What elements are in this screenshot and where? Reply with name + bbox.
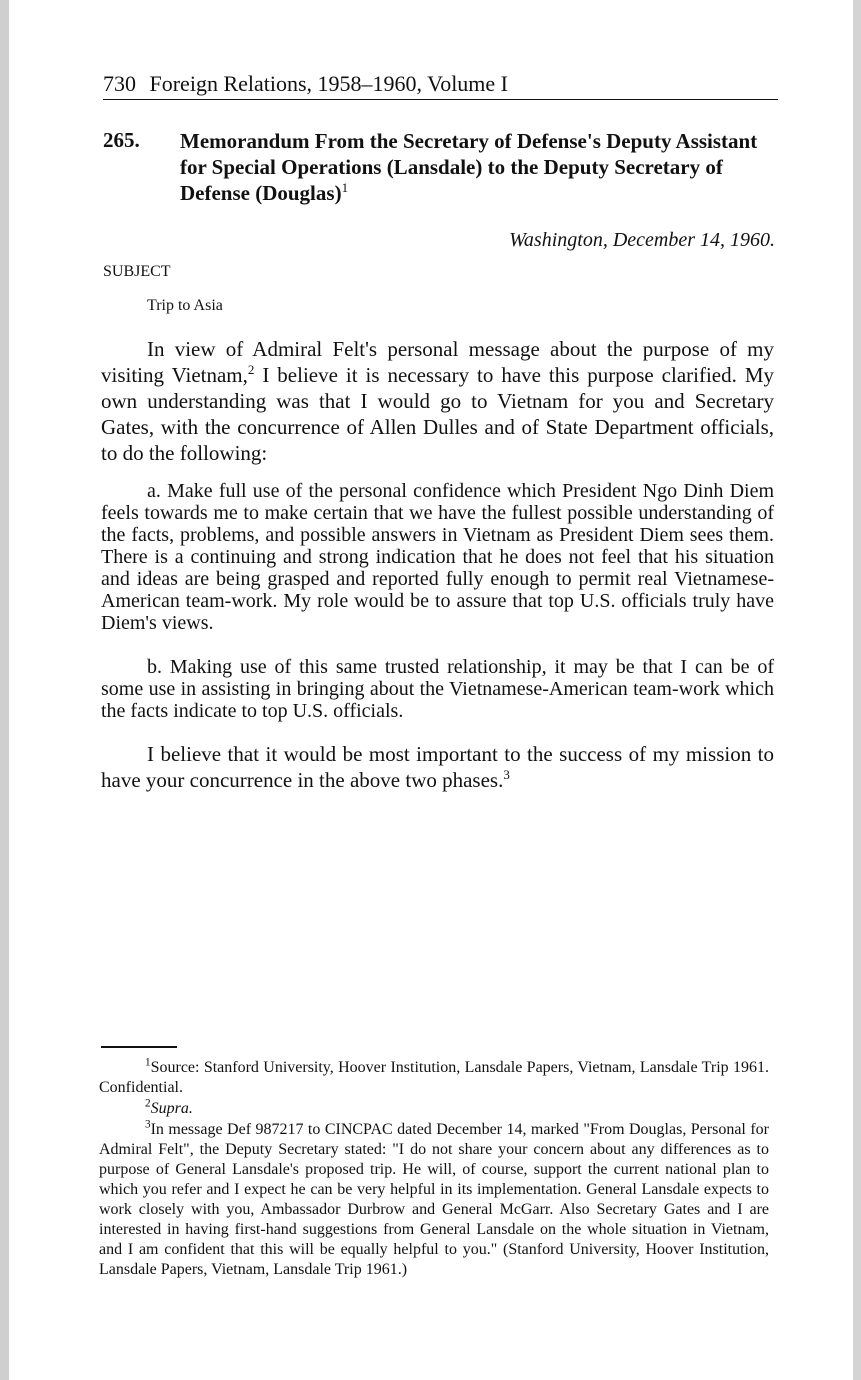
list-item-a: a. Make full use of the personal confidence which President Ngo Dinh Diem feels towards me to make certain that we have the fullest possible understanding of the facts, problems, and possible answers in Vietnam as President Diem sees them. There is a continuing and strong indication that he does not feel that his situation and ideas are being grasped and reported fully enough to permit real Vietnamese-American team-work. My role would be to assure that top U.S. officials truly have Diem's views. <box>101 480 774 634</box>
paragraph-1 <box>101 336 774 466</box>
paragraph-closing <box>101 741 774 793</box>
footnote-2-number: 2 <box>145 1097 151 1110</box>
document-number: 265. <box>103 128 140 152</box>
paragraph-1-part-2: I believe it is necessary to have this purpose clarified. My own understanding was that I would go to Vietnam for you and Secretary Gates, with the concurrence of Allen Dulles and of State Department officials, to do the following: <box>101 363 774 465</box>
title-footnote-ref: 1 <box>341 180 349 195</box>
paragraph-closing-text: I believe that it would be most important to the success of my mission to have your concurrence in the above two phases. <box>101 742 774 792</box>
paragraph-1-part-1: In view of Admiral Felt's personal message about the purpose of my visiting Vietnam, <box>101 337 774 387</box>
footnote-1 <box>99 1058 769 1098</box>
footnote-rule <box>101 1046 177 1048</box>
footnote-3-text: In message Def 987217 to CINCPAC dated December 14, marked "From Douglas, Personal for Admiral Felt", the Deputy Secretary stated: "I do not share your concern about any differences as to purpose of General Lansdale's proposed trip. He will, of course, support the current national plan to which you refer and I expect he can be very helpful in its implementation. General Lansdale expects to work closely with you, Ambassador Durbrow and General McGarr. Also Secretary Gates and I are interested in having first-hand suggestions from General Lansdale on the whole situation in Vietnam, and I am confident that this will be equally helpful to you." (Stanford University, Hoover Institution, Lansdale Papers, Vietnam, Lansdale Trip 1961.) <box>99 1121 769 1278</box>
document-title-text: Memorandum From the Secretary of Defense's Deputy Assistant for Special Operations (Lansdale) to the Deputy Secretary of Defense (Douglas) <box>180 129 758 205</box>
page-number: 730 <box>103 71 136 96</box>
footnote-ref-2: 2 <box>247 362 255 377</box>
running-head <box>103 71 778 100</box>
subject-label: SUBJECT <box>103 263 171 280</box>
footnote-1-number: 1 <box>145 1056 151 1069</box>
dateline: Washington, December 14, 1960. <box>509 229 775 251</box>
footnote-3-number: 3 <box>145 1118 151 1131</box>
volume-title: Foreign Relations, 1958–1960, Volume I <box>149 71 509 96</box>
subject-text: Trip to Asia <box>147 297 223 314</box>
footnote-ref-3: 3 <box>503 767 510 782</box>
document-title <box>180 128 770 206</box>
footnote-1-text: Source: Stanford University, Hoover Institution, Lansdale Papers, Vietnam, Lansdale Trip 1961. Confidential. <box>99 1059 769 1096</box>
footnote-2 <box>99 1099 769 1119</box>
footnote-2-text: Supra. <box>150 1100 193 1117</box>
list-item-b: b. Making use of this same trusted relationship, it may be that I can be of some use in assisting in bringing about the Vietnamese-American team-work which the facts indicate to top U.S. officials. <box>101 656 774 722</box>
footnote-3 <box>99 1120 769 1280</box>
